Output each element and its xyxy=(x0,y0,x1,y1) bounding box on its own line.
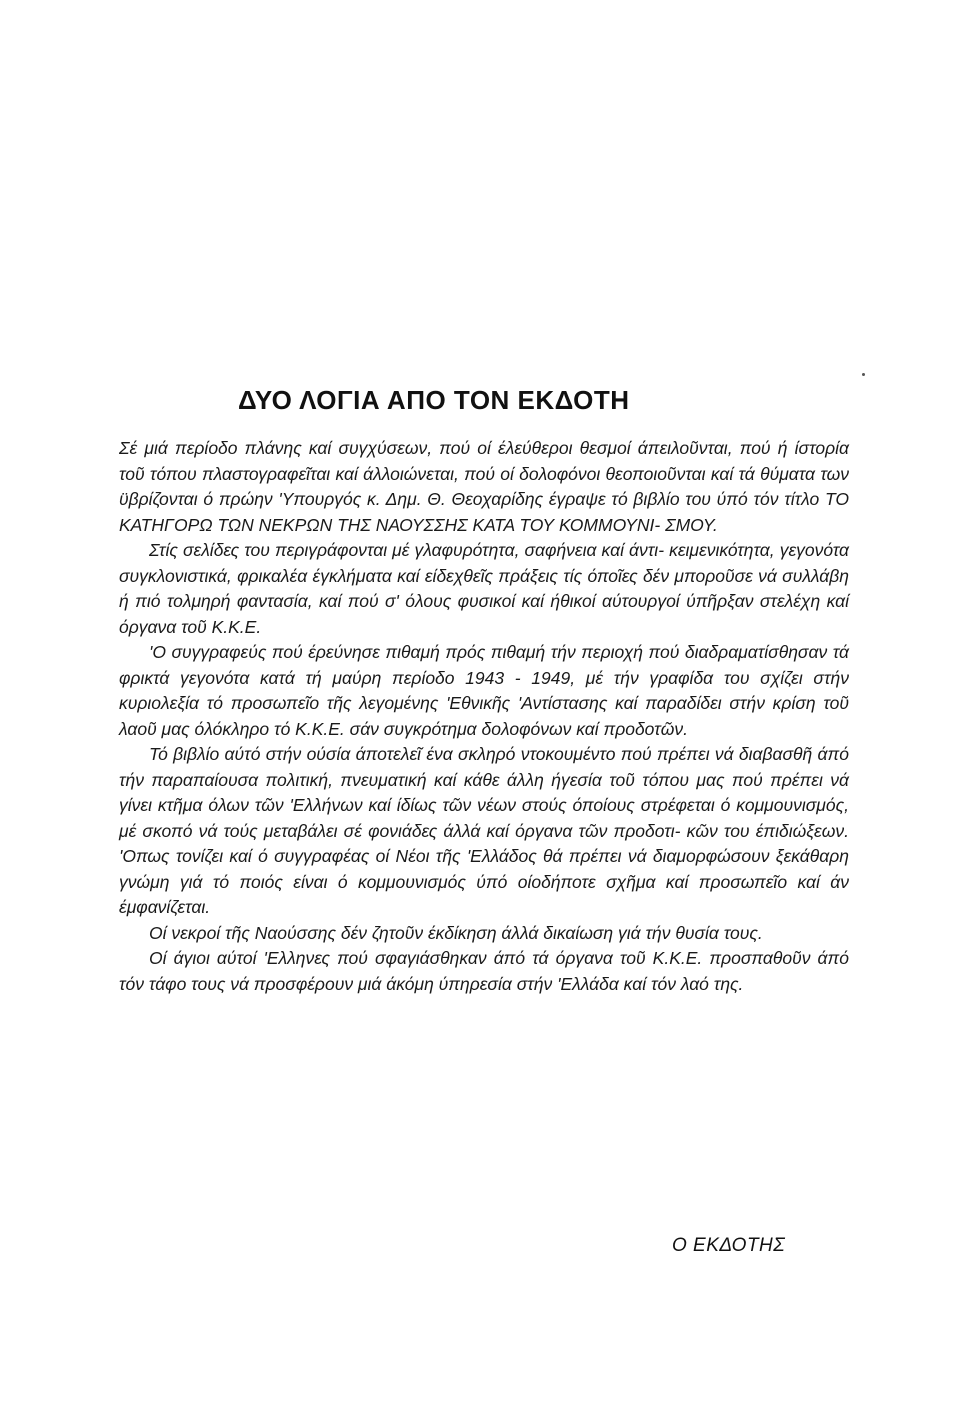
scan-speck xyxy=(862,373,865,376)
page-title: ΔΥΟ ΛΟΓΙΑ ΑΠΟ ΤΟΝ ΕΚΔΟΤΗ xyxy=(238,385,630,415)
paragraph-2: Στίς σελίδες του περιγράφονται μέ γλαφυρότητα, σαφήνεια καί άντι- κειμενικότητα, γεγονότα συγκλονιστικά, φρικαλέα έγκλήματα καί είδεχθεῖς πράξεις τίς όποῖες δέν μποροῦσε νά συλλάβη ή πιό τολμηρή φαντασία, καί πού σ' όλους φυσικοί καί ήθικοί αύτουργοί ύπῆρξαν στελέχη καί όργανα τοῦ Κ.Κ.Ε. xyxy=(119,540,849,637)
paragraph-4: Τό βιβλίο αύτό στήν ούσία άποτελεῖ ένα σκληρό ντοκουμέντο πού πρέπει νά διαβασθῆ άπό τήν παραπαίουσα πολιτική, πνευματική καί κάθε άλλη ήγεσία τοῦ τόπου μας πού πρέπει νά γίνει κτῆμα όλων τῶν 'Ελλήνων καί ίδίως τῶν νέων στούς όποίους στρέφεται ό κομμουνισμός, μέ σκοπό νά τούς μεταβάλει σέ φονιάδες άλλά καί όργανα τῶν προδοτι- κῶν του έπιδιώξεων. 'Οπως τονίζει καί ό συγγραφέας οί Νέοι τῆς 'Ελλάδος θά πρέπει νά διαμορφώσουν ξεκάθαρη γνώμη γιά τό ποιός είναι ό κομμουνισμός ύπό οίοδήποτε σχῆμα καί προσωπεῖο καί άν έμφανίζεται. xyxy=(119,744,849,917)
paragraph-1: Σέ μιά περίοδο πλάνης καί συγχύσεων, πού οί έλεύθεροι θεσμοί άπειλοῦνται, πού ή ίστορία τοῦ τόπου πλαστογραφεῖται καί άλλοιώνεται, πού οί δολοφόνοι θεοποιοῦνται καί τά θύματα των ϋβρίζονται ό πρώην 'Υπουργός κ. Δημ. Θ. Θεοχαρίδης έγραψε τό βιβλίο του ύπό τόν τίτλο ΤΟ ΚΑΤΗΓΟΡΩ ΤΩΝ ΝΕΚΡΩΝ ΤΗΣ ΝΑΟΥΣΣΗΣ ΚΑΤΑ ΤΟΥ ΚΟΜΜΟΥΝΙ- ΣΜΟΥ. xyxy=(119,438,849,535)
paragraph-3: 'Ο συγγραφεύς πού έρεύνησε πιθαμή πρός πιθαμή τήν περιοχή πού διαδραματίσθησαν τά φρικτά γεγονότα κατά τή μαύρη περίοδο 1943 - 1949, μέ τήν γραφίδα του σχίζει στήν κυριολεξία τό προσωπεῖο τῆς λεγομένης 'Εθνικῆς 'Αντίστασης καί παραδίδει στήν κρίση τοῦ λαοῦ μας όλόκληρο τό Κ.Κ.Ε. σάν συγκρότημα δολοφόνων καί προδοτῶν. xyxy=(119,642,849,739)
body-text xyxy=(119,436,849,997)
paragraph-6: Οί άγιοι αύτοί 'Ελληνες πού σφαγιάσθηκαν άπό τά όργανα τοῦ Κ.Κ.Ε. προσπαθοῦν άπό τόν τάφο τους νά προσφέρουν μιά άκόμη ύπηρεσία στήν 'Ελλάδα καί τόν λαό της. xyxy=(119,948,849,994)
publisher-signature: Ο ΕΚΔΟΤΗΣ xyxy=(672,1235,786,1256)
paragraph-5: Οί νεκροί τῆς Ναούσσης δέν ζητοῦν έκδίκηση άλλά δικαίωση γιά τήν θυσία τους. xyxy=(149,922,763,943)
